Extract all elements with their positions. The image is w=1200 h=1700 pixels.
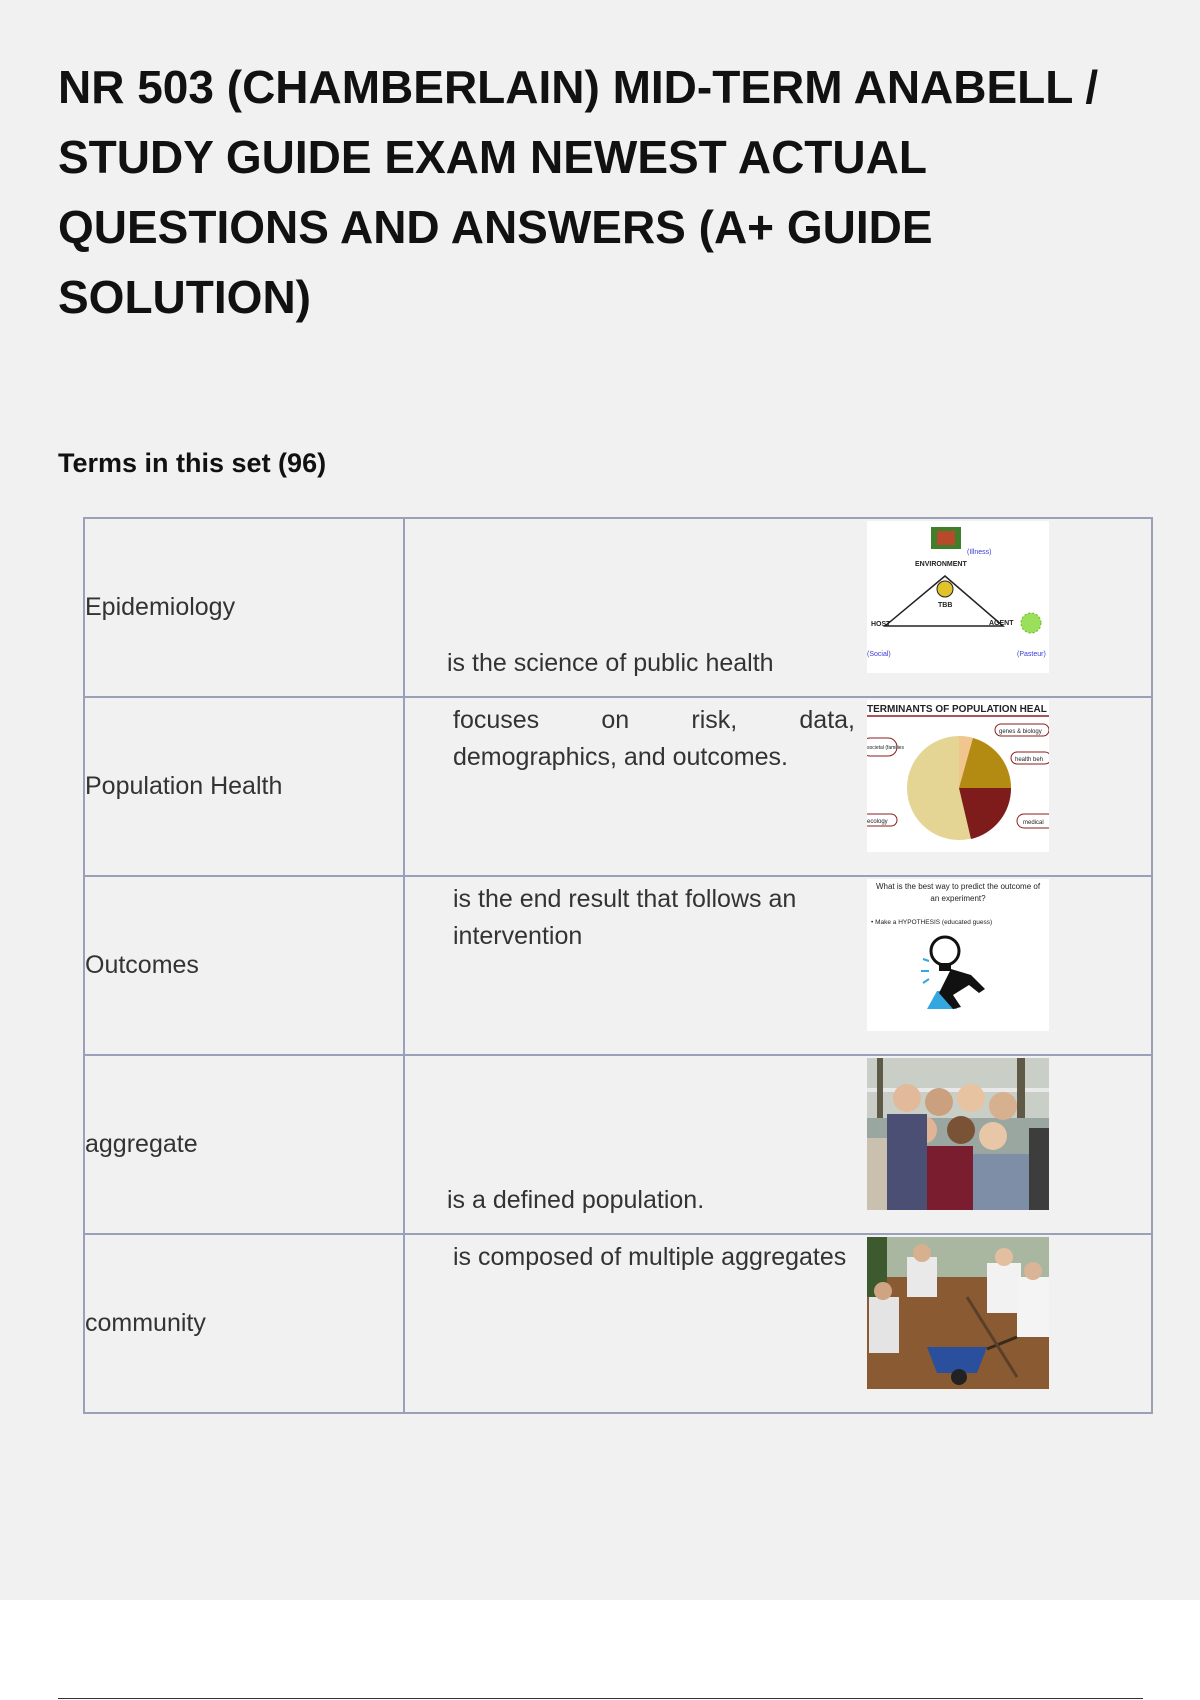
term-cell (84, 876, 404, 1055)
triangle-illness-label: (Illness) (967, 549, 992, 556)
triangle-social-label: (Social) (867, 651, 891, 658)
term-cell (84, 1234, 404, 1413)
triangle-agent-label: AGENT (989, 620, 1014, 627)
term-text: Population Health (85, 772, 283, 800)
definition-text: is the science of public health (447, 649, 774, 677)
term-text: aggregate (85, 1130, 198, 1158)
population-health-pie-image (867, 700, 1049, 852)
term-text: community (85, 1309, 206, 1337)
table-row (84, 518, 1152, 697)
pie-label-behavior: health beh (1015, 757, 1044, 763)
term-text: Outcomes (85, 951, 199, 979)
document-title: NR 503 (CHAMBERLAIN) MID-TERM ANABELL / STUDY GUIDE EXAM NEWEST ACTUAL QUESTIONS AND ANSWERS (A+ GUIDE SOLUTION) (58, 61, 1099, 323)
triangle-center-label: TBB (938, 602, 953, 609)
terms-count-heading: Terms in this set (96) (58, 448, 327, 478)
footer-rule (58, 1698, 1143, 1699)
pie-label-societal: societal (families (867, 745, 904, 751)
term-cell (84, 518, 404, 697)
triangle-host-label: HOST (871, 621, 891, 628)
pie-label-genes: genes & biology (999, 729, 1042, 735)
definition-text: is composed of multiple aggregates (453, 1243, 847, 1271)
hypothesis-bullet: • Make a HYPOTHESIS (educated guess) (871, 919, 993, 926)
triangle-pasteur-label: (Pasteur) (1017, 651, 1046, 658)
definition-text: is a defined population. (447, 1186, 705, 1214)
definition-cell (404, 1234, 1152, 1413)
triangle-environment-label: ENVIRONMENT (915, 561, 967, 568)
definition-cell (404, 876, 1152, 1055)
table-row (84, 697, 1152, 876)
table-row (84, 1234, 1152, 1413)
definition-cell (404, 518, 1152, 697)
term-text: Epidemiology (85, 593, 236, 621)
hypothesis-question: What is the best way to predict the outcome of an experiment? (875, 882, 1041, 903)
epidemiologic-triangle-image (867, 521, 1049, 673)
definition-cell (404, 697, 1152, 876)
hypothesis-slide-image (867, 879, 1049, 1031)
table-row (84, 1055, 1152, 1234)
pie-label-medical: medical (1023, 820, 1044, 826)
terms-table (83, 517, 1153, 1414)
pie-label-ecology: ecology (867, 819, 888, 825)
term-cell (84, 1055, 404, 1234)
term-cell (84, 697, 404, 876)
definition-text: focuses on risk, data, demographics, and outcomes. (453, 706, 855, 771)
table-row (84, 876, 1152, 1055)
pie-heading: TERMINANTS OF POPULATION HEAL (867, 704, 1047, 715)
definition-cell (404, 1055, 1152, 1234)
community-gardening-image (867, 1237, 1049, 1389)
definition-text: is the end result that follows an intervention (453, 885, 797, 950)
group-photo-image (867, 1058, 1049, 1210)
